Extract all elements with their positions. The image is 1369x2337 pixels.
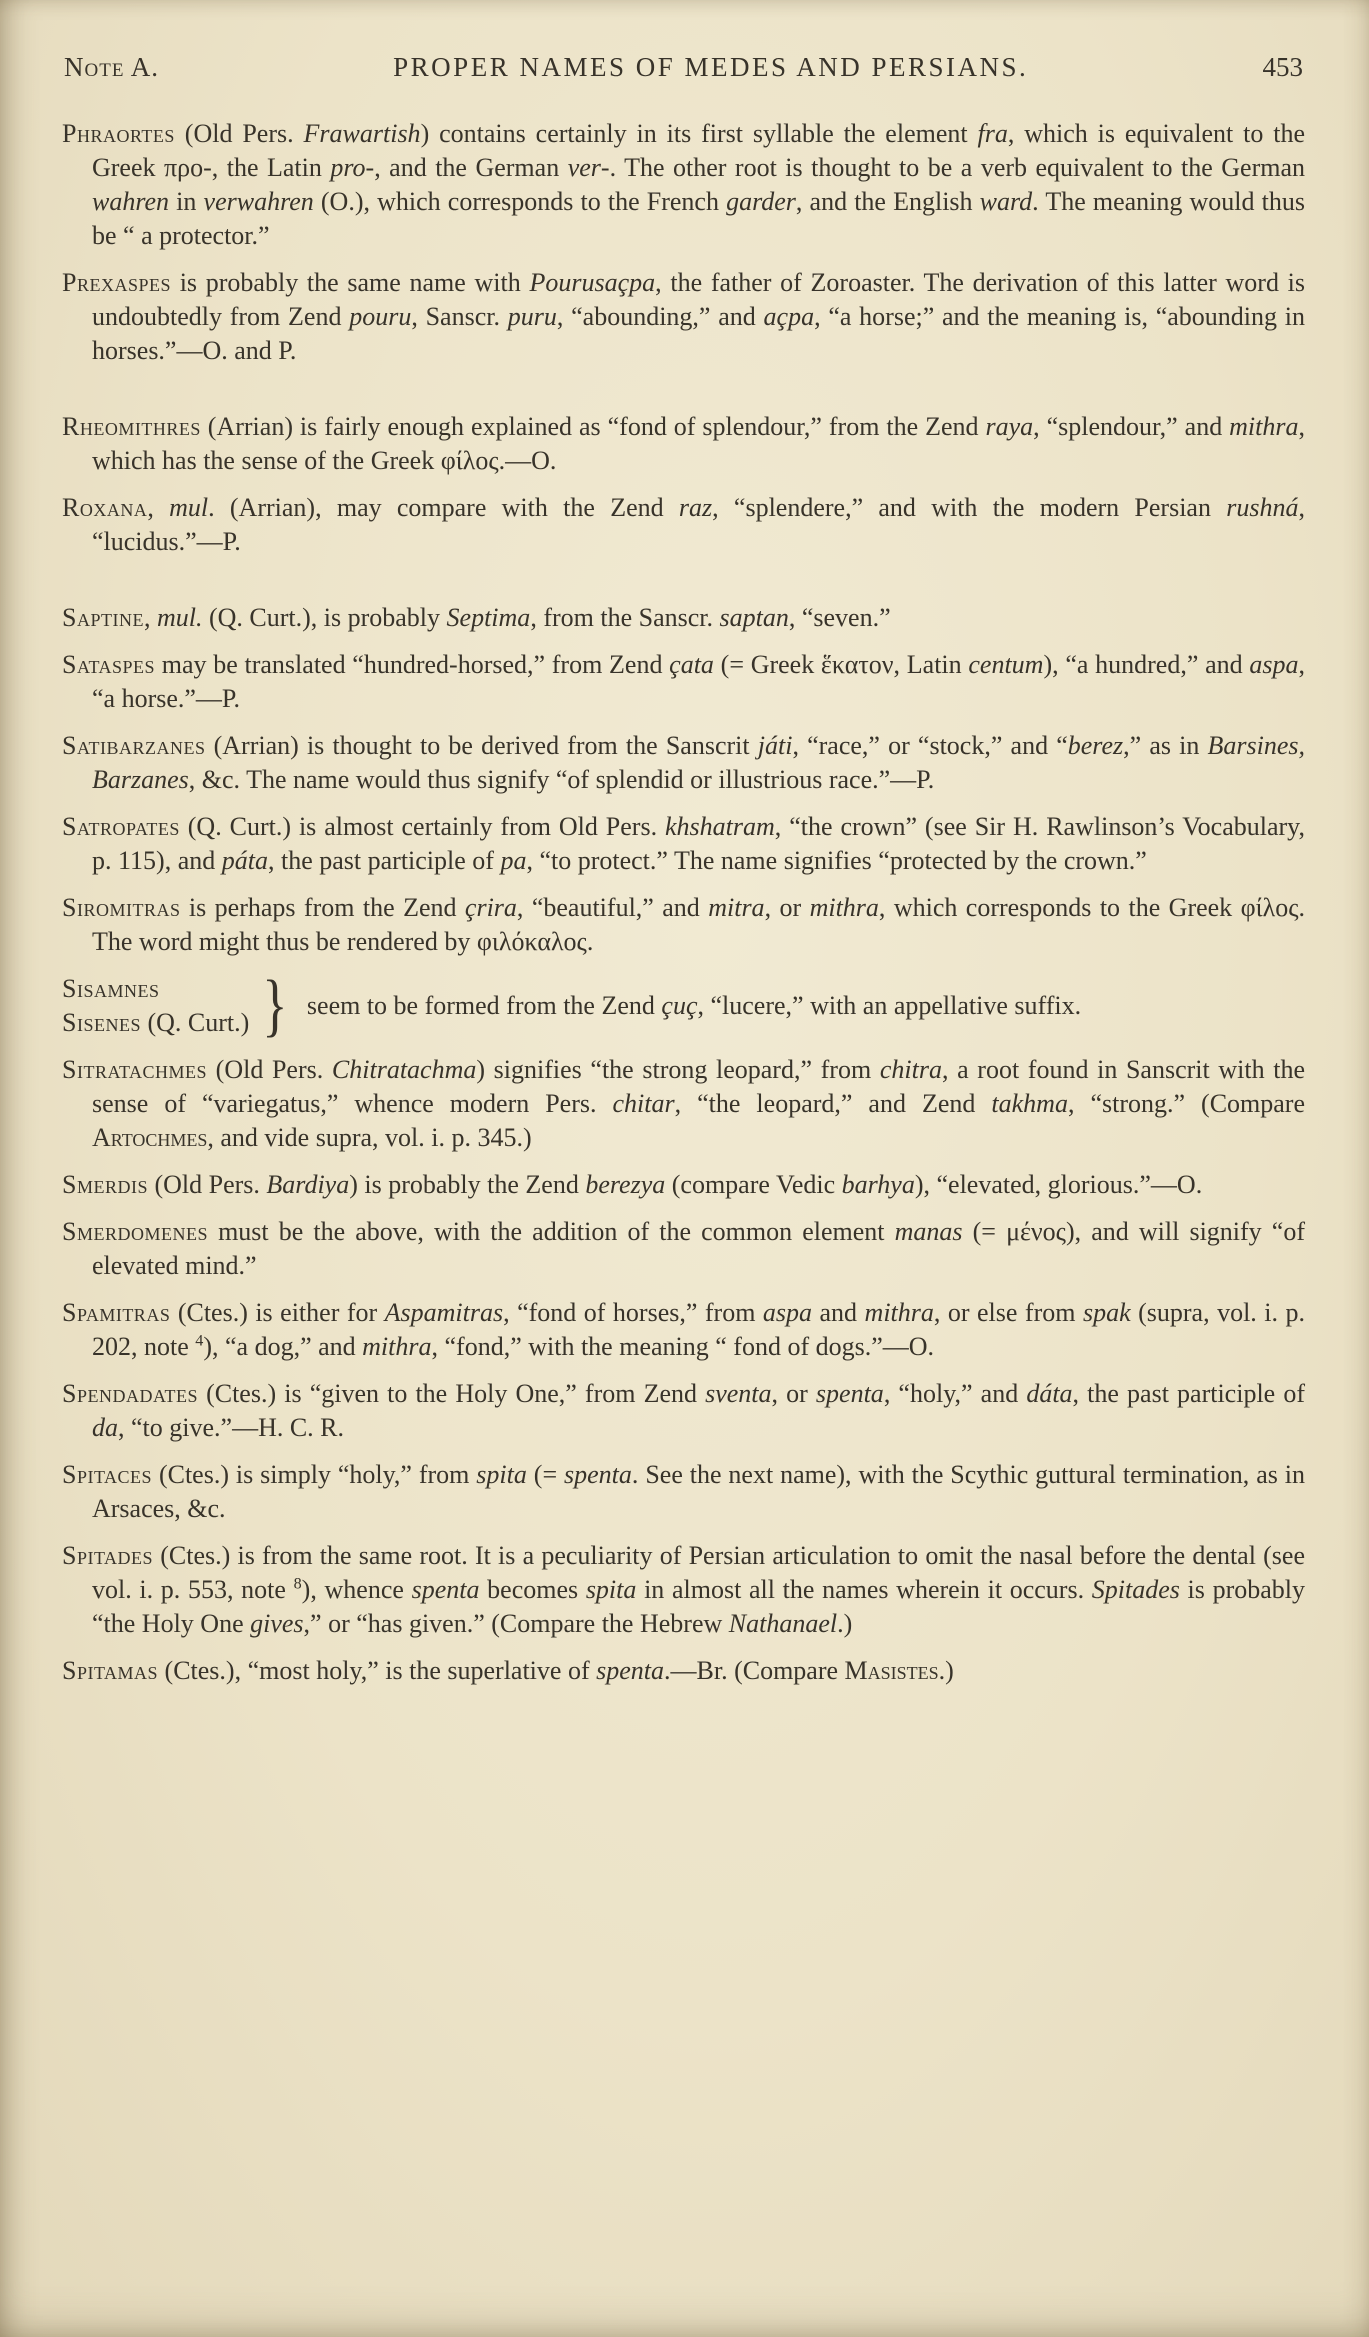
entry-body: , mul. (Arrian), may compare with the Zend raz, “splendere,” and with the modern Persian rushná, “lucidus.”—P. (92, 493, 1305, 556)
entry-name: Satibarzanes (62, 731, 206, 760)
entry-name: Prexaspes (62, 268, 171, 297)
page-title: PROPER NAMES OF MEDES AND PERSIANS. (393, 52, 1029, 82)
entry-spendadates (62, 1377, 1305, 1445)
entry-rheomithres (62, 410, 1305, 478)
entry-body: (Ctes.) is simply “holy,” from spita (= spenta. See the next name), with the Scythic guttural termination, as in Arsaces, &c. (92, 1460, 1305, 1523)
entry-sitratachmes (62, 1053, 1305, 1155)
entry-body: (Q. Curt.) is almost certainly from Old Pers. khshatram, “the crown” (see Sir H. Rawlinson’s Vocabulary, p. 115), and páta, the past participle of pa, “to protect.” The name signifies “protected by the crown.” (92, 812, 1305, 875)
entry-body: (Old Pers. Chitratachma) signifies “the strong leopard,” from chitra, a root found in Sanscrit with the sense of “variegatus,” whence modern Pers. chitar, “the leopard,” and Zend takhma, “strong.” (Compare Artochmes, and vide supra, vol. i. p. 345.) (92, 1055, 1306, 1152)
entry-name: Sitratachmes (62, 1055, 208, 1084)
entry-spamitras (62, 1296, 1305, 1364)
entry-satropates (62, 810, 1305, 878)
entry-spitades (62, 1539, 1305, 1641)
page-header (64, 52, 1303, 83)
entry-siromitras (62, 891, 1305, 959)
entry-smerdomenes (62, 1215, 1305, 1283)
entry-phraortes (62, 117, 1305, 253)
entries-list (62, 117, 1305, 1688)
entry-name: Spamitras (62, 1298, 171, 1327)
entry-roxana (62, 491, 1305, 559)
entry-smerdis (62, 1168, 1305, 1202)
brace-glyph: } (262, 967, 288, 1044)
entry-saptine (62, 601, 1305, 635)
entry-sisamnes-sisenes (62, 967, 1305, 1044)
entry-body: is perhaps from the Zend çrira, “beautiful,” and mitra, or mithra, which corresponds to the Greek φίλος. The word might thus be rendered by φιλόκαλος. (92, 893, 1305, 956)
entry-body: (Old Pers. Bardiya) is probably the Zend berezya (compare Vedic barhya), “elevated, glorious.”—O. (147, 1170, 1203, 1199)
entry-name: Smerdis (62, 1170, 148, 1199)
entry-body: is probably the same name with Pourusaçpa, the father of Zoroaster. The derivation of this latter word is undoubtedly from Zend pouru, Sanscr. puru, “abounding,” and açpa, “a horse;” and the meaning is, “abounding in horses.”—O. and P. (92, 268, 1306, 365)
entry-body: (Arrian) is fairly enough explained as “fond of splendour,” from the Zend raya, “splendour,” and mithra, which has the sense of the Greek φίλος.—O. (92, 412, 1305, 475)
entry-body: (Ctes.) is either for Aspamitras, “fond of horses,” from aspa and mithra, or else from spak (supra, vol. i. p. 202, note $^4$), “a dog,” and mithra, “fond,” with the meaning “ fond of dogs.”—O. (92, 1298, 1305, 1361)
entry-name: Siromitras (62, 893, 181, 922)
entry-body: , mul. (Q. Curt.), is probably Septima, from the Sanscr. saptan, “seven.” (143, 603, 891, 632)
entry-name: Smerdomenes (62, 1217, 208, 1246)
entry-sataspes (62, 648, 1305, 716)
entry-body: must be the above, with the addition of the common element manas (= μένος), and will signify “of elevated mind.” (92, 1217, 1305, 1280)
entry-prexaspes (62, 266, 1305, 368)
entry-body: (Ctes.) is “given to the Holy One,” from Zend sventa, or spenta, “holy,” and dáta, the past participle of da, “to give.”—H. C. R. (92, 1379, 1305, 1442)
entry-names (62, 972, 249, 1040)
entry-name: Saptine (62, 603, 144, 632)
page-number: 453 (1262, 52, 1303, 82)
entry-body: seem to be formed from the Zend çuç, “lucere,” with an appellative suffix. (306, 991, 1082, 1020)
entry-body: (Ctes.), “most holy,” is the superlative of spenta.—Br. (Compare Masistes.) (158, 1656, 954, 1685)
entry-body: (Ctes.) is from the same root. It is a peculiarity of Persian articulation to omit the nasal before the dental (see vol. i. p. 553, note $^8$), whence spenta becomes spita in almost all the names wherein it occurs. Spitades is probably “the Holy One gives,” or “has given.” (Compare the Hebrew Nathanael.) (92, 1541, 1305, 1638)
entry-name: Roxana (62, 493, 148, 522)
entry-name: Spendadates (62, 1379, 198, 1408)
entry-satibarzanes (62, 729, 1305, 797)
entry-name: Spitades (62, 1541, 154, 1570)
entry-name: Satropates (62, 812, 180, 841)
entry-name: Phraortes (62, 119, 175, 148)
entry-name: Rheomithres (62, 412, 201, 441)
entry-body: (Old Pers. Frawartish) contains certainly in its first syllable the element fra, which is equivalent to the Greek προ-, the Latin pro-, and the German ver-. The other root is thought to be a verb equivalent to the German wahren in verwahren (O.), which corresponds to the French garder, and the English ward. The meaning would thus be “ a protector.” (92, 119, 1305, 250)
note-label: Note A. (64, 52, 159, 82)
entry-name: Sisamnes (62, 974, 160, 1003)
entry-body: (Arrian) is thought to be derived from the Sanscrit játi, “race,” or “stock,” and “berez,” as in Barsines, Barzanes, &c. The name would thus signify “of splendid or illustrious race.”—P. (92, 731, 1306, 794)
entry-name: Sataspes (62, 650, 156, 679)
entry-spitaces (62, 1458, 1305, 1526)
entry-name: Spitamas (62, 1656, 159, 1685)
entry-body: may be translated “hundred-horsed,” from Zend çata (= Greek ἕκατον, Latin centum), “a hundred,” and aspa, “a horse.”—P. (92, 650, 1305, 713)
entry-name: Sisenes (Q. Curt.) (62, 1008, 250, 1037)
entry-spitamas (62, 1654, 1305, 1688)
entry-name: Spitaces (62, 1460, 153, 1489)
